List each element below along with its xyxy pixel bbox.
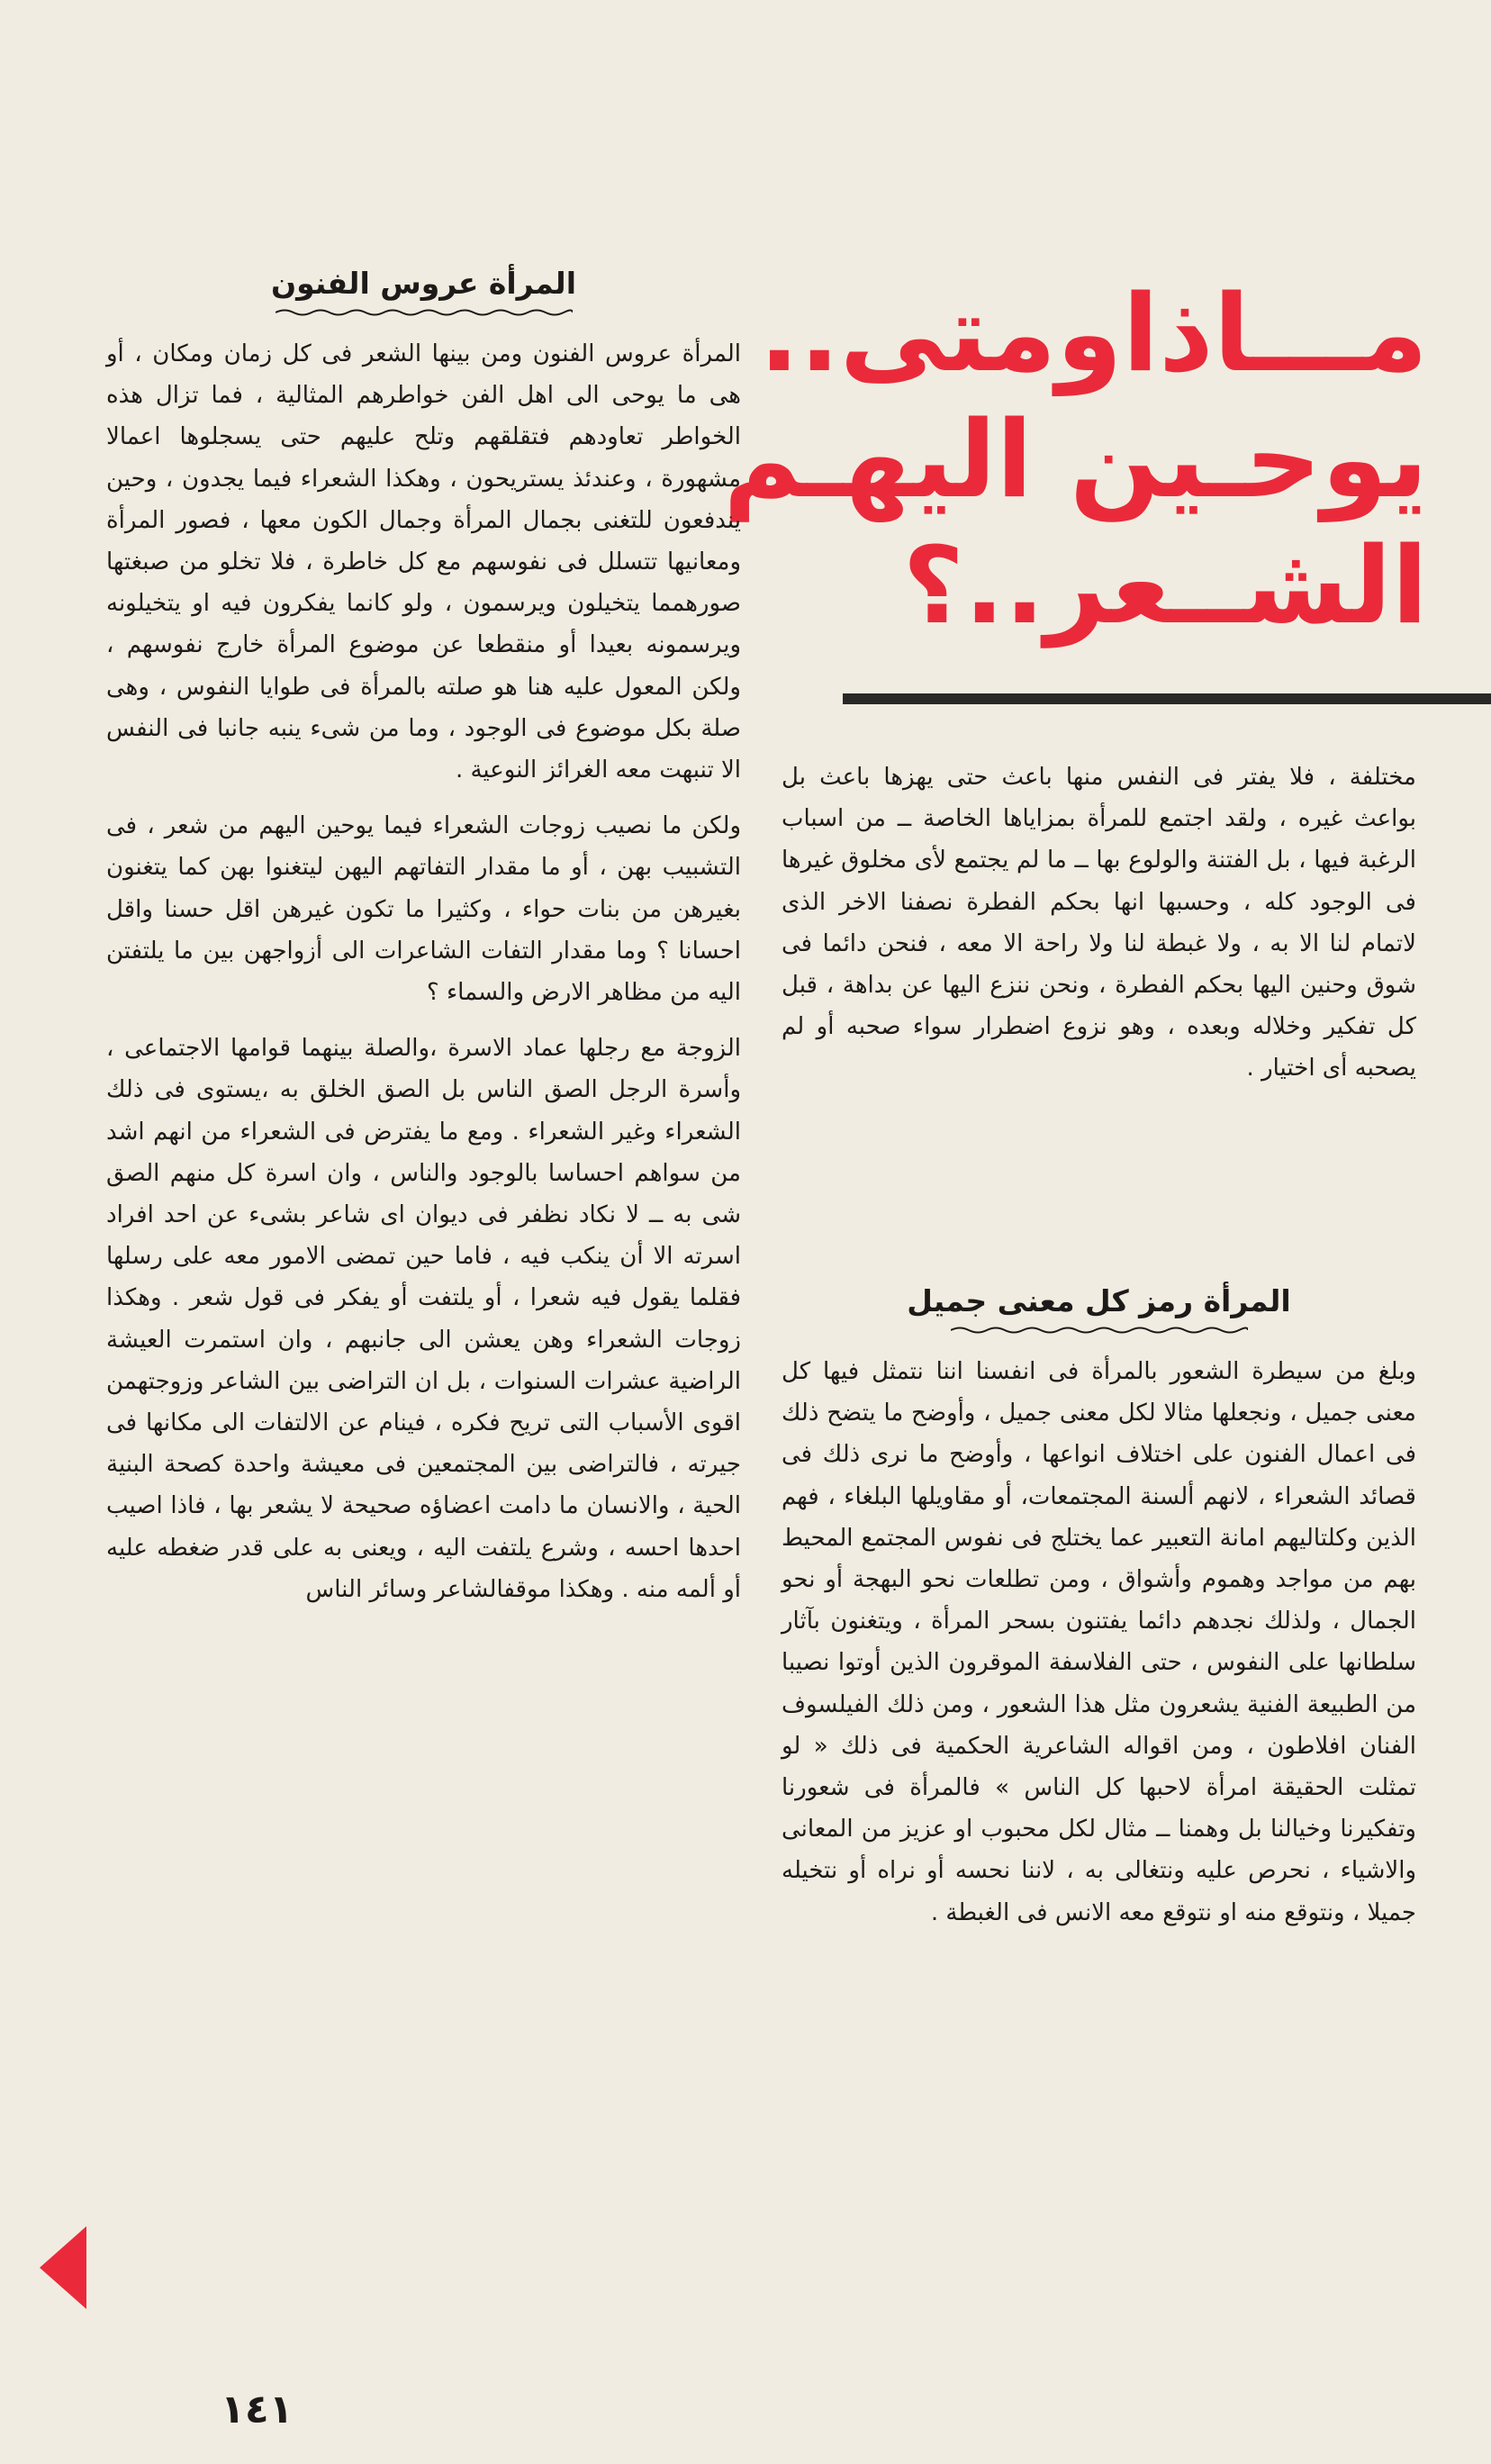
column-right-top [782, 756, 1416, 1104]
heading-underline [276, 308, 573, 317]
article-title [723, 270, 1428, 648]
column-right-bottom [782, 1279, 1416, 1948]
title-line-3: الشــعر..؟ [902, 523, 1428, 648]
heading-underline [951, 1326, 1248, 1335]
paragraph: المرأة عروس الفنون ومن بينها الشعر فى كل زمان ومكان ، أو هى ما يوحى الى اهل الفن خواطرهم المثالية ، فما تزال هذه الخواطر تعاودهم فتقلقهم وتلح عليهم حتى يسجلوها اعمالا مشهورة ، وعندئذ يستريحون ، وهكذا الشعراء فيما يجدون ، وحين يندفعون للتغنى بجمال المرأة وجمال الكون معها ، فصور المرأة ومعانيها تتسلل فى نفوسهم مع كل خاطرة ، فلا تخلو من صبغتها صورهمما يتخيلون ويرسمون ، ولو كانما يفكرون فيه او يتخيلونه ويرسمونه بعيدا أو منقطعا عن موضوع المرأة خارج نفوسهم ، ولكن المعول عليه هنا هو صلته بالمرأة فى طوايا النفوس ، وهى صلة بكل موضوع فى الوجود ، وما من شىء ينبه جانبا فى النفس الا تنبهت معه الغرائز النوعية . [106, 340, 741, 784]
title-line-1: مـــاذاومتى.. [759, 271, 1428, 395]
paragraph: ولكن ما نصيب زوجات الشعراء فيما يوحين اليهم من شعر ، فى التشبيب بهن ، أو ما مقدار التفاتهم اليهن ليتغنوا بهن كما يتغنون بغيرهن من بنات حواء ، وكثيرا ما تكون غيرهن اقل حسنا واقل احسانا ؟ وما مقدار التفات الشاعرات الى أزواجهن بين ما يلتفتن اليه من مظاهر الارض والسماء ؟ [106, 812, 741, 1007]
title-line-2: يوحـين اليهـم [723, 397, 1428, 521]
paragraph: مختلفة ، فلا يفتر فى النفس منها باعث حتى يهزها باعث بل بواعث غيره ، ولقد اجتمع للمرأة بمزاياها الخاصة ــ من اسباب الرغبة فيها ، بل الفتنة والولوع بها ــ ما لم يجتمع لأى مخلوق غيرها فى الوجود كله ، وحسبها انها بحكم الفطرة نصفنا الاخر الذى لاتمام لنا الا به ، ولا غبطة لنا ولا راحة الا معه ، فنحن دائما فى شوق وحنين اليها بحكم الفطرة ، ونحن ننزع اليها عن بداهة ، قبل كل تفكير وخلاله وبعده ، وهو نزوع اضطرار سواء صحبه أو لم يصحبه أى اختيار . [782, 764, 1416, 1083]
paragraph: الزوجة مع رجلها عماد الاسرة ،والصلة بينهما قوامها الاجتماعى ، وأسرة الرجل الصق الناس بل الصق الخلق به ،يستوى فى ذلك الشعراء وغير الشعراء . ومع ما يفترض فى الشعراء من انهم اشد من سواهم احساسا بالوجود والناس ، وان اسرة كل منهم الصق شى به ــ لا نكاد نظفر فى ديوان اى شاعر بشىء عن احد افراد اسرته الا أن ينكب فيه ، فاما حين تمضى الامور معه على رسلها فقلما يقول فيه شعرا ، أو يلتفت أو يفكر فى قول شعر . وهكذا زوجات الشعراء وهن يعشن الى جانبهم ، وان استمرت العيشة الراضية عشرات السنوات ، بل ان التراضى بين الشاعر وزوجتهمن اقوى الأسباب التى تريح فكره ، فينام عن الالتفات الى مكانها فى جيرته ، فالتراضى بين المجتمعين فى معيشة واحدة كصحة البنية الحية ، والانسان ما دامت اعضاؤه صحيحة لا يشعر بها ، فاذا اصيب احدها احسه ، وشرع يلتفت اليه ، ويعنى به على قدر ضغطه عليه أو ألمه منه . وهكذا موقفالشاعر وسائر الناس [106, 1035, 741, 1603]
red-triangle-icon [36, 2223, 90, 2313]
paragraph: وبلغ من سيطرة الشعور بالمرأة فى انفسنا اننا نتمثل فيها كل معنى جميل ، ونجعلها مثالا لكل معنى جميل ، وأوضح ما يتضح ذلك فى اعمال الفنون على اختلاف انواعها ، وأوضح ما نرى ذلك فى قصائد الشعراء ، لانهم ألسنة المجتمعات، أو مقاويلها البلغاء ، فهم الذين وكلتاليهم امانة التعبير عما يختلج فى نفوس المجتمع المحيط بهم من مواجد وهموم وأشواق ، ومن تطلعات نحو البهجة أو نحو الجمال ، ولذلك نجدهم دائما يفتنون بسحر المرأة ، ويتغنون بآثار سلطانها على النفوس ، حتى الفلاسفة الموقرون الذين أوتوا نصيبا من الطبيعة الفنية يشعرون مثل هذا الشعور ، ومن ذلك الفيلسوف الفنان افلاطون ، ومن اقواله الشاعرية الحكمية فى ذلك « لو تمثلت الحقيقة امرأة لاحبها كل الناس » فالمرأة فى شعورنا وتفكيرنا وخيالنا بل وهمنا ــ مثال لكل محبوب او عزيز من المعانى والاشياء ، نحرص عليه ونتغالى به ، لاننا نحسه أو نراه أو نتخيله جميلا ، ونتوقع منه او نتوقع معه الانس فى الغبطة . [782, 1358, 1416, 1926]
section-heading-women-brides-of-arts: المرأة عروس الفنون [270, 266, 577, 301]
column-left [106, 261, 741, 1625]
title-divider [843, 693, 1491, 704]
section-heading-women-symbol: المرأة رمز كل معنى جميل [907, 1283, 1291, 1318]
page-number: ١٤١ [221, 2387, 294, 2432]
